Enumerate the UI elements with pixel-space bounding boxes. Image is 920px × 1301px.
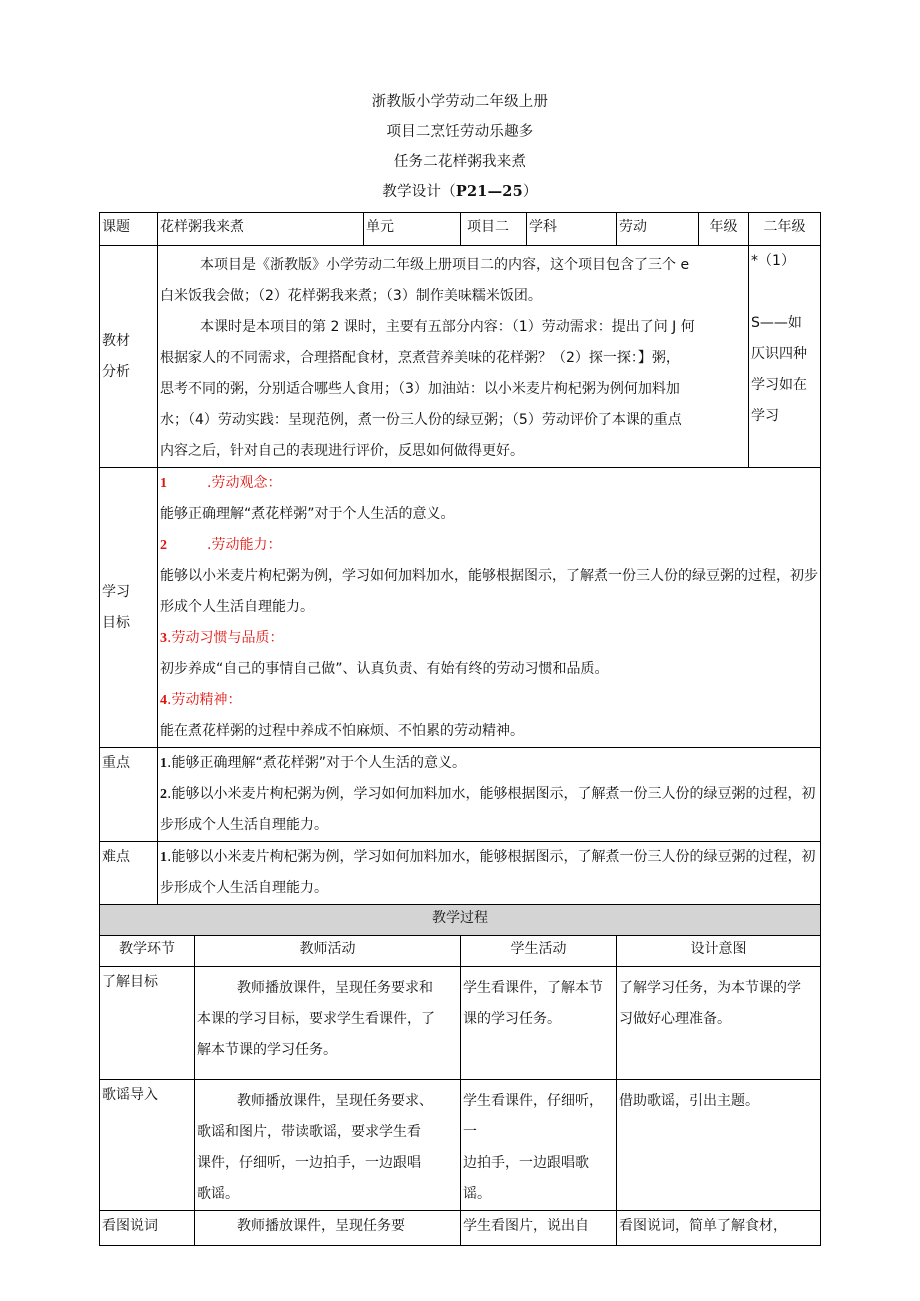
teacher-cell — [195, 1211, 461, 1246]
side-note-line: *（1） — [751, 253, 795, 269]
teacher-line: 解本节课的学习任务。 — [197, 1042, 337, 1058]
objective-text: 能够以小米麦片枸杞粥为例，学习如何加料加水，能够根据图示，了解煮一份三人份的绿豆粥的过程，初步形成个人生活自理能力。 — [160, 568, 818, 615]
teacher-line: 歌谣。 — [197, 1186, 239, 1202]
doc-title-prefix: 教学设计（ — [382, 184, 456, 200]
doc-title-line4 — [0, 180, 920, 201]
difficult-point-item: 1.能够以小米麦片枸杞粥为例，学习如何加料加水，能够根据图示，了解煮一份三人份的绿豆粥的过程，初步形成个人生活自理能力。 — [160, 849, 816, 896]
stage-cell: 了解目标 — [100, 967, 195, 1080]
subject-label: 学科 — [527, 213, 617, 246]
teacher-line: 教师播放课件，呈现任务要求和 — [237, 980, 433, 996]
doc-title-line2: 项目二烹饪劳动乐趣多 — [386, 124, 534, 140]
teacher-cell — [195, 1080, 461, 1211]
student-cell — [461, 967, 617, 1080]
doc-title-suffix: ） — [522, 184, 538, 200]
objectives-content — [158, 468, 821, 748]
stage-cell: 歌谣导入 — [100, 1080, 195, 1211]
doc-title-pages: P21—25 — [455, 183, 523, 200]
design-cell — [617, 1080, 821, 1211]
analysis-line: 内容之后，针对自己的表现进行评价，反思如何做得更好。 — [160, 443, 524, 459]
grade-value: 二年级 — [749, 213, 821, 246]
objectives-label-line2: 目标 — [102, 614, 130, 631]
design-cell — [617, 967, 821, 1080]
side-note-line — [751, 277, 818, 308]
analysis-line: 根据家人的不同需求，合理搭配食材，烹煮营养美味的花样粥？（2）探一探：】粥， — [160, 350, 680, 366]
analysis-side-note — [749, 246, 821, 468]
stage-cell: 看图说词 — [100, 1211, 195, 1246]
analysis-label-line2: 分析 — [102, 363, 130, 380]
key-point-item: 2.能够以小米麦片枸杞粥为例，学习如何加料加水，能够根据图示，了解煮一份三人份的绿豆粥的过程，初步形成个人生活自理能力。 — [160, 786, 816, 833]
difficult-points-label: 难点 — [100, 842, 158, 905]
student-line: 边拍手，一边跟唱歌 — [463, 1155, 590, 1171]
meta-row — [100, 213, 821, 246]
design-line: 借助歌谣，引出主题。 — [619, 1093, 760, 1109]
teacher-line: 教师播放课件，呈现任务要 — [237, 1218, 405, 1234]
objective-heading: 1 .劳动观念： — [160, 475, 282, 491]
student-line: 谣。 — [463, 1186, 492, 1202]
topic-value: 花样粥我来煮 — [158, 213, 364, 246]
unit-label: 单元 — [364, 213, 461, 246]
objectives-label — [100, 468, 158, 748]
analysis-label-line1: 教材 — [102, 332, 130, 349]
side-note-line: 学习 — [751, 408, 780, 424]
student-line: 学生看课件，仔细听，一 — [463, 1093, 604, 1140]
design-cell — [617, 1211, 821, 1246]
analysis-line: 本项目是《浙教版》小学劳动二年级上册项目二的内容，这个项目包含了三个 e — [200, 257, 690, 273]
process-title-row — [100, 905, 821, 936]
col-header-student: 学生活动 — [461, 936, 617, 967]
objective-text: 能在煮花样粥的过程中养成不怕麻烦、不怕累的劳动精神。 — [160, 723, 524, 739]
teacher-line: 教师播放课件，呈现任务要求、 — [237, 1093, 433, 1109]
doc-title-line3: 任务二花样粥我来煮 — [393, 154, 527, 170]
student-cell — [461, 1211, 617, 1246]
side-note-line: 学习如在 — [751, 377, 808, 393]
key-points-label: 重点 — [100, 748, 158, 842]
process-row-picture — [100, 1211, 821, 1246]
side-note-line: S——如 — [751, 315, 802, 331]
col-header-design: 设计意图 — [617, 936, 821, 967]
teacher-line: 课件，仔细听，一边拍手，一边跟唱 — [197, 1155, 421, 1171]
process-header-row — [100, 936, 821, 967]
lesson-plan-table — [99, 212, 821, 1246]
key-points-row — [100, 748, 821, 842]
design-line: 习做好心理准备。 — [619, 1011, 732, 1027]
key-points-content — [158, 748, 821, 842]
teacher-cell — [195, 967, 461, 1080]
key-point-item: 1.能够正确理解“煮花样粥”对于个人生活的意义。 — [160, 755, 466, 771]
analysis-line: 思考不同的粥，分别适合哪些人食用；（3）加油站：以小米麦片枸杞粥为例何加料加 — [160, 381, 680, 397]
grade-label: 年级 — [699, 213, 749, 246]
unit-value: 项目二 — [461, 213, 527, 246]
side-note-line: 仄识四种 — [751, 346, 808, 362]
analysis-row — [100, 246, 821, 468]
teacher-line: 本课的学习目标，要求学生看课件，了 — [197, 1011, 435, 1027]
student-line: 学生看课件，了解本节 — [463, 980, 604, 996]
student-line: 课的学习任务。 — [463, 1011, 562, 1027]
analysis-label — [100, 246, 158, 468]
objective-text: 能够正确理解“煮花样粥”对于个人生活的意义。 — [160, 506, 455, 522]
process-row-goals — [100, 967, 821, 1080]
analysis-line: 本课时是本项目的第 2 课时，主要有五部分内容：（1）劳动需求：提出了问 J 何 — [200, 319, 695, 335]
analysis-line: 水；（4）劳动实践：呈现范例，煮一份三人份的绿豆粥；（5）劳动评价了本课的重点 — [160, 412, 682, 428]
objectives-label-line1: 学习 — [102, 583, 130, 600]
col-header-teacher: 教师活动 — [195, 936, 461, 967]
teacher-line: 歌谣和图片，带读歌谣，要求学生看 — [197, 1124, 421, 1140]
objective-heading: 2 .劳动能力： — [160, 537, 282, 553]
doc-title-line1: 浙教版小学劳动二年级上册 — [371, 94, 549, 110]
process-title: 教学过程 — [100, 905, 821, 936]
objectives-row — [100, 468, 821, 748]
process-row-song — [100, 1080, 821, 1211]
subject-value: 劳动 — [617, 213, 699, 246]
difficult-points-content — [158, 842, 821, 905]
objective-heading: 3.劳动习惯与品质： — [160, 630, 284, 646]
analysis-content — [158, 246, 749, 468]
design-line: 了解学习任务，为本节课的学 — [619, 980, 802, 996]
analysis-line: 白米饭我会做；（2）花样粥我来煮；（3）制作美味糯米饭团。 — [160, 288, 542, 304]
difficult-points-row — [100, 842, 821, 905]
student-cell — [461, 1080, 617, 1211]
design-line: 看图说词，简单了解食材， — [619, 1218, 788, 1234]
topic-label: 课题 — [100, 213, 158, 246]
col-header-stage: 教学环节 — [100, 936, 195, 967]
objective-text: 初步养成“自己的事情自己做”、认真负责、有始有终的劳动习惯和品质。 — [160, 661, 609, 677]
student-line: 学生看图片，说出自 — [463, 1218, 590, 1234]
objective-heading: 4.劳动精神： — [160, 692, 242, 708]
